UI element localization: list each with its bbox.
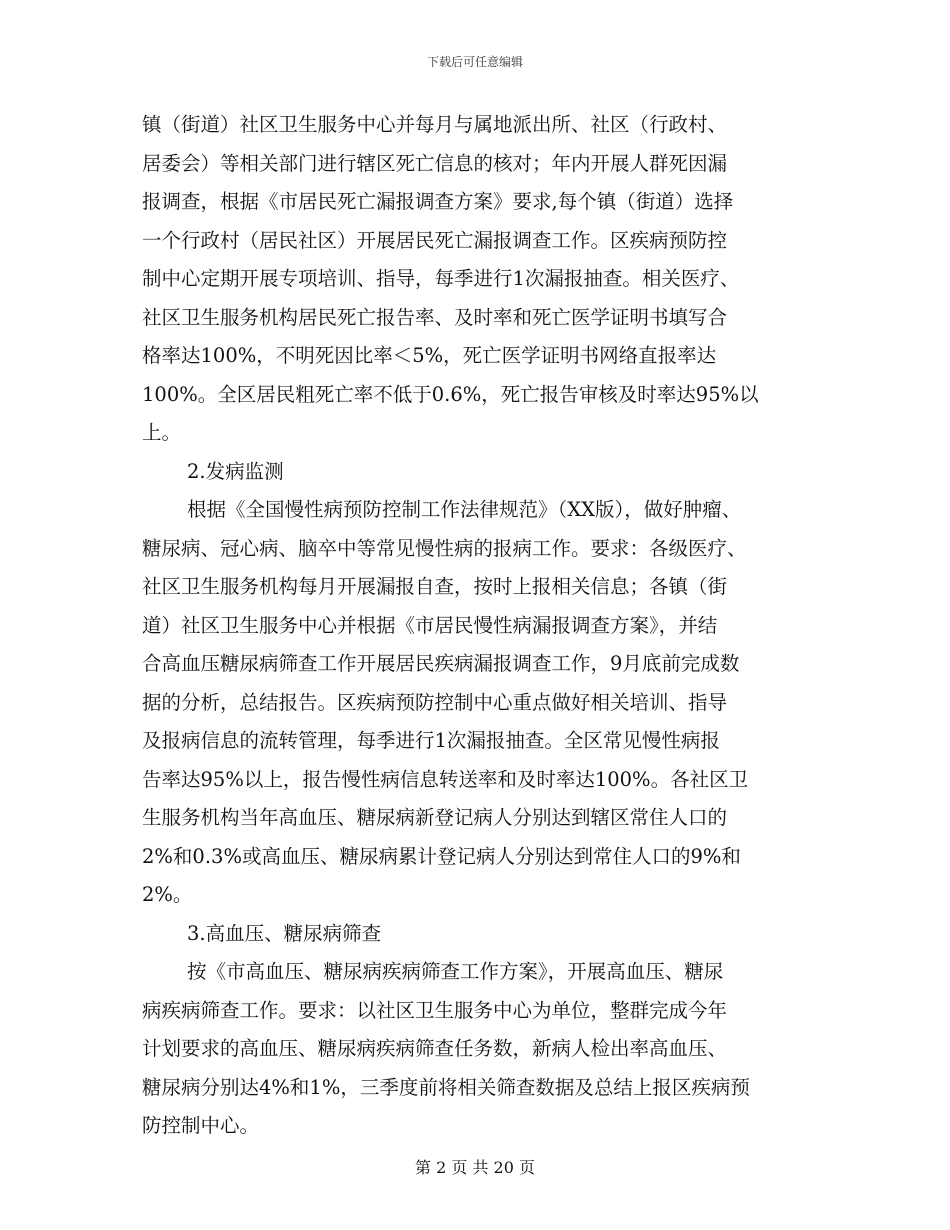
text-line: 告率达95%以上，报告慢性病信息转送率和及时率达100%。各社区卫 xyxy=(142,767,749,791)
document-body xyxy=(142,106,808,1146)
text-line: 制中心定期开展专项培训、指导，每季进行1次漏报抽查。相关医疗、 xyxy=(142,267,740,290)
text-line: 格率达100%，不明死因比率＜5%，死亡医学证明书网络直报率达 xyxy=(142,344,717,367)
page-footer: 第 2 页 共 20 页 xyxy=(415,1158,535,1177)
text-line: 据的分析，总结报告。区疾病预防控制中心重点做好相关培训、指导 xyxy=(142,690,728,714)
text-line: 社区卫生服务机构每月开展漏报自查，按时上报相关信息；各镇（街 xyxy=(142,575,728,598)
section-heading: 2.发病监测 xyxy=(187,459,284,483)
text-line: 报调查，根据《市居民死亡漏报调查方案》要求,每个镇（街道）选择 xyxy=(142,190,734,213)
page-header: 下载后可任意编辑 xyxy=(426,55,523,69)
text-line: 2%。 xyxy=(142,883,193,906)
text-line: 按《市高血压、糖尿病疾病筛查工作方案》，开展高血压、糖尿 xyxy=(187,960,724,983)
section-heading: 3.高血压、糖尿病筛查 xyxy=(187,921,382,945)
text-line: 及报病信息的流转管理，每季进行1次漏报抽查。全区常见慢性病报 xyxy=(142,729,720,752)
text-line: 道）社区卫生服务中心并根据《市居民慢性病漏报调查方案》，并结 xyxy=(142,613,718,637)
text-line: 计划要求的高血压、糖尿病疾病筛查任务数，新病人检出率高血压、 xyxy=(142,1037,728,1060)
text-line: 防控制中心。 xyxy=(142,1114,260,1137)
text-line: 一个行政村（居民社区）开展居民死亡漏报调查工作。区疾病预防控 xyxy=(142,228,728,252)
text-line: 镇（街道）社区卫生服务中心并每月与属地派出所、社区（行政村、 xyxy=(142,113,728,136)
text-line: 2%和0.3%或高血压、糖尿病累计登记病人分别达到常住人口的9%和 xyxy=(142,844,741,868)
text-line: 生服务机构当年高血压、糖尿病新登记病人分别达到辖区常住人口的 xyxy=(142,806,728,829)
text-line: 上。 xyxy=(142,421,182,444)
text-line: 糖尿病分别达4%和1%，三季度前将相关筛查数据及总结上报区疾病预 xyxy=(142,1075,750,1099)
text-line: 100%。全区居民粗死亡率不低于0.6%，死亡报告审核及时率达95%以 xyxy=(142,382,759,406)
text-line: 糖尿病、冠心病、脑卒中等常见慢性病的报病工作。要求：各级医疗、 xyxy=(142,536,747,560)
text-line: 根据《全国慢性病预防控制工作法律规范》（XX版），做好肿瘤、 xyxy=(187,498,742,521)
text-line: 居委会）等相关部门进行辖区死亡信息的核对；年内开展人群死因漏 xyxy=(142,151,728,175)
text-line: 合高血压糖尿病筛查工作开展居民疾病漏报调查工作，9月底前完成数 xyxy=(142,652,740,675)
text-line: 社区卫生服务机构居民死亡报告率、及时率和死亡医学证明书填写合 xyxy=(142,305,728,329)
text-line: 病疾病筛查工作。要求：以社区卫生服务中心为单位，整群完成今年 xyxy=(142,998,728,1022)
